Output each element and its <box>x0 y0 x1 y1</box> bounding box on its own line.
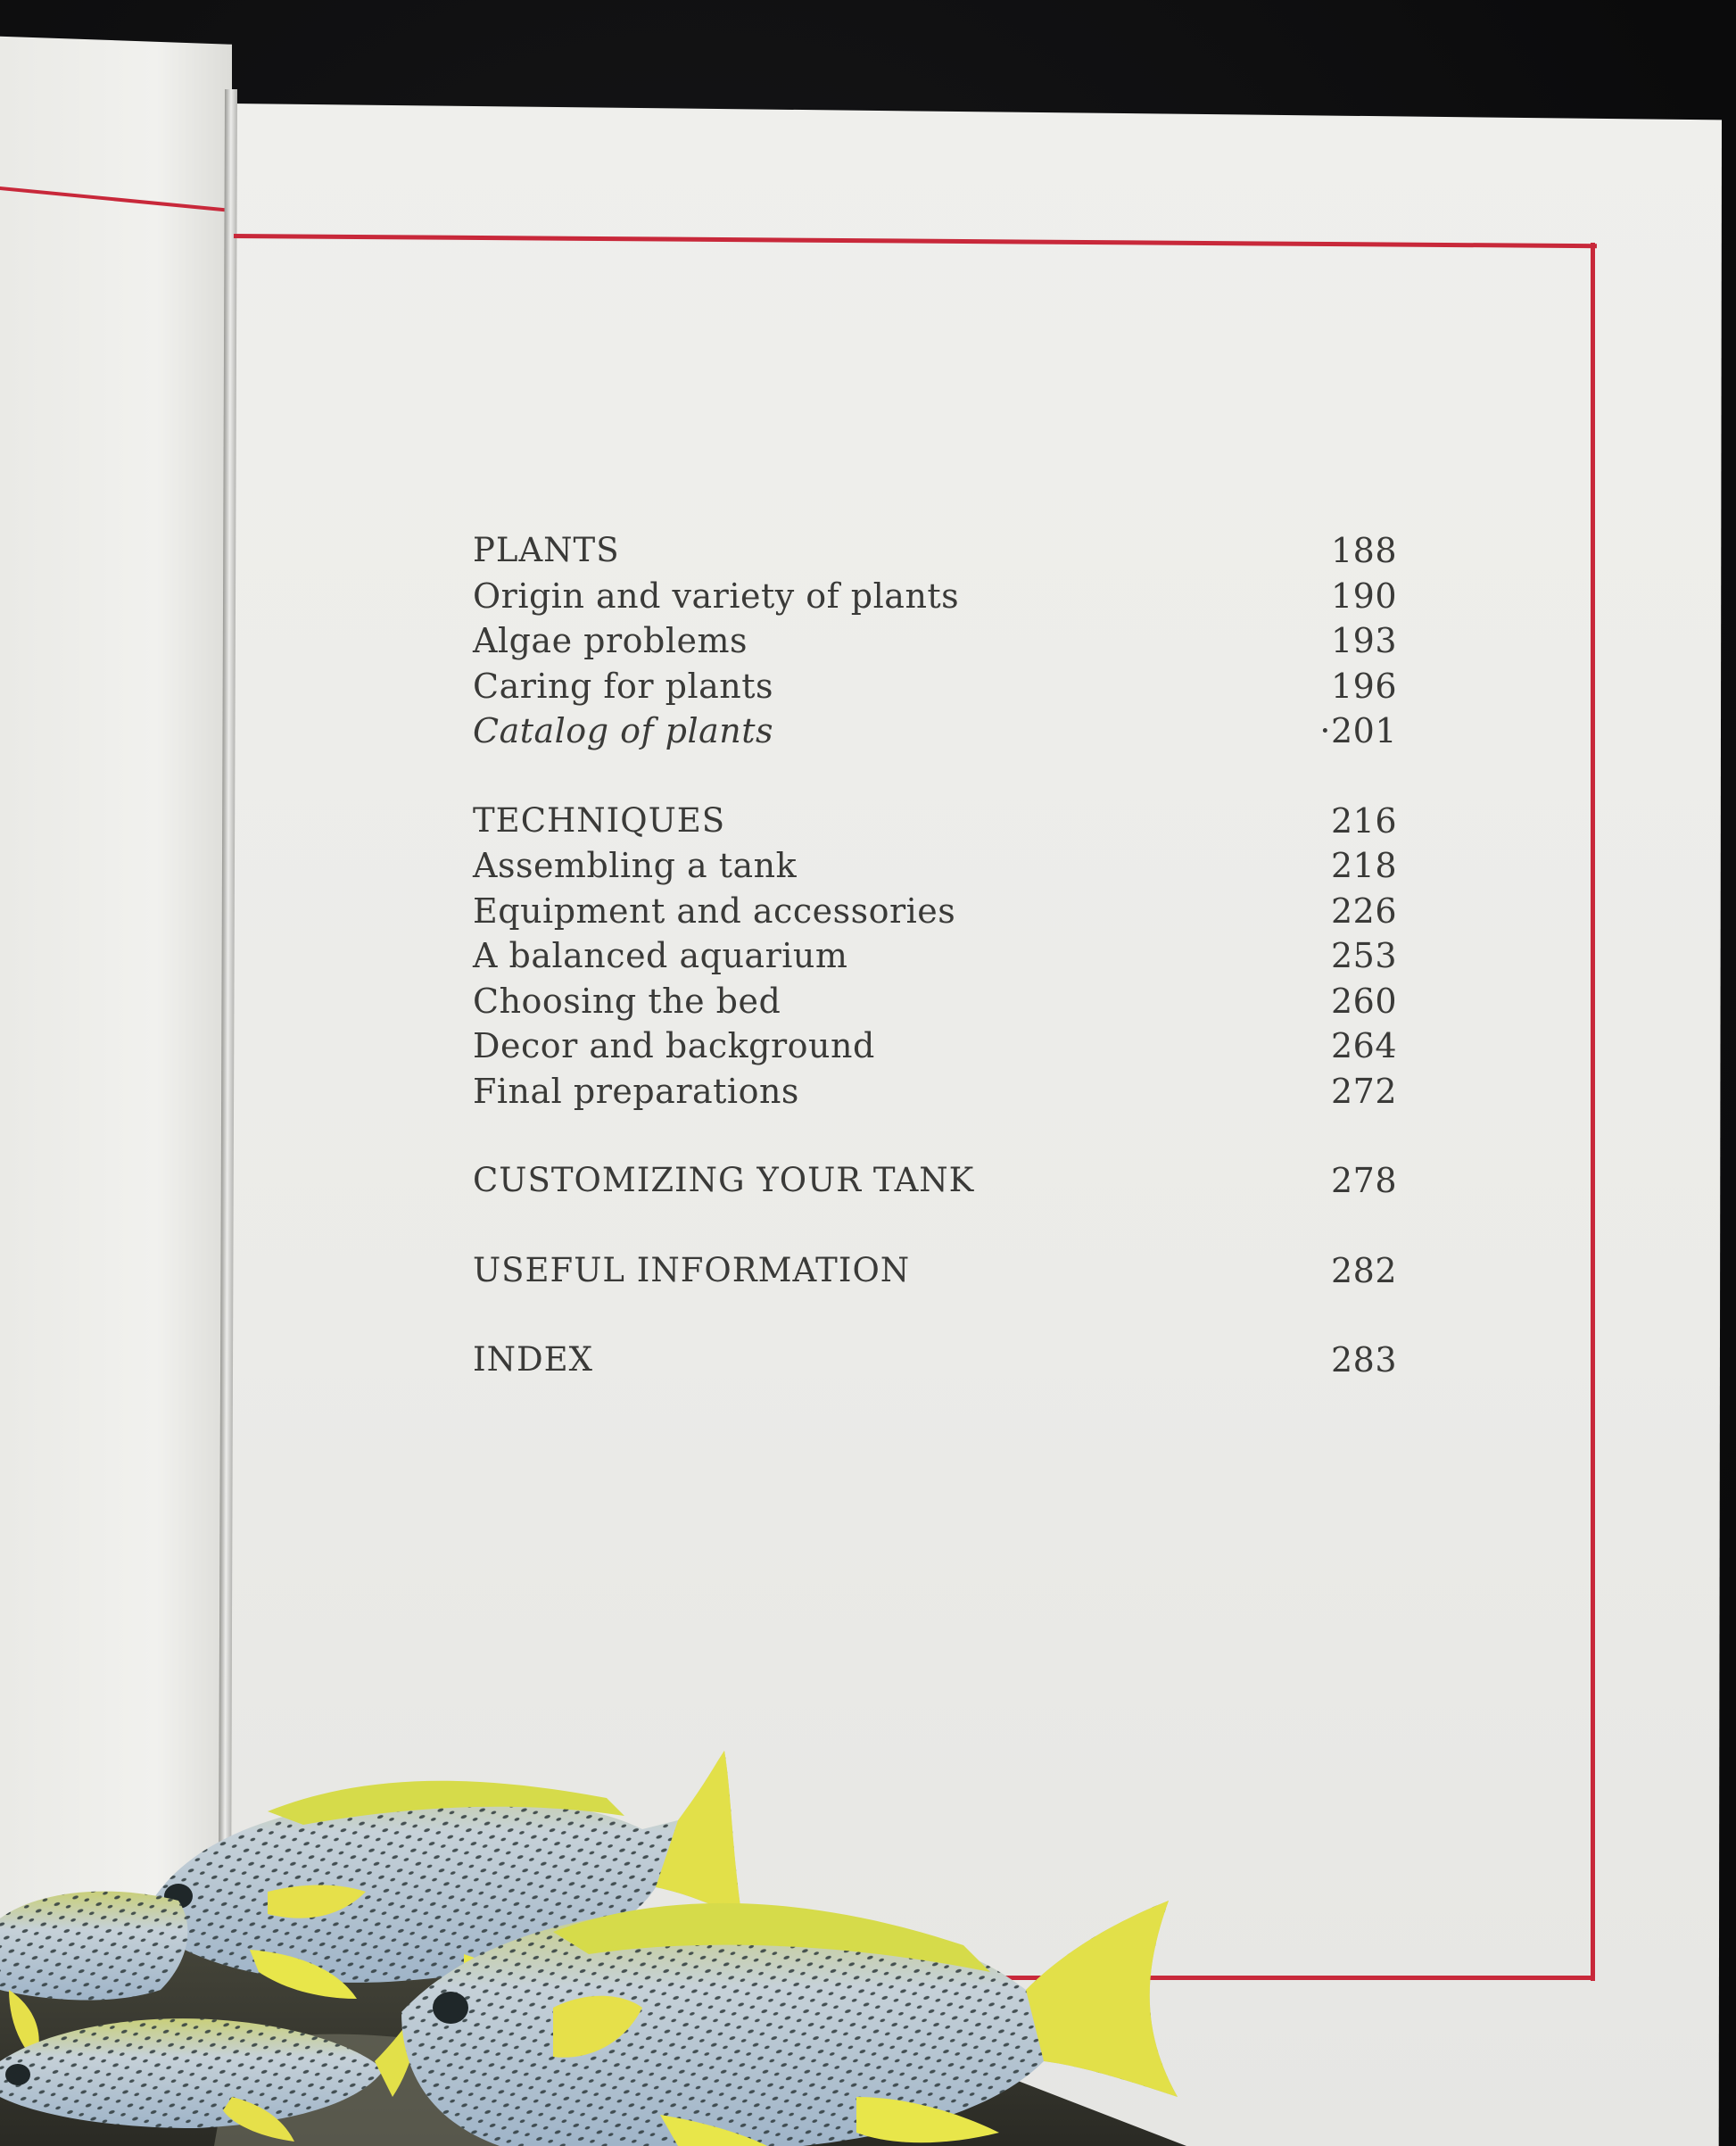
toc-section-index <box>473 1338 1397 1383</box>
section-title: TECHNIQUES <box>473 800 726 840</box>
entry-title: Assembling a tank <box>473 846 798 885</box>
entry-title: Origin and variety of plants <box>473 576 960 616</box>
toc-section-plants <box>473 528 1397 574</box>
section-spacer <box>473 1293 1397 1338</box>
entry-title: Final preparations <box>473 1071 799 1111</box>
entry-title: Algae problems <box>473 621 748 660</box>
page-number: 193 <box>1330 621 1397 660</box>
section-title: INDEX <box>473 1340 594 1379</box>
toc-entry <box>473 708 1397 754</box>
entry-title: Equipment and accessories <box>473 891 956 931</box>
page-number: 283 <box>1330 1340 1397 1380</box>
toc-entry <box>473 843 1397 889</box>
page-number: 216 <box>1330 800 1397 841</box>
section-spacer <box>473 754 1397 799</box>
entry-title: A balanced aquarium <box>473 936 848 975</box>
toc-section-techniques <box>473 799 1397 844</box>
page-number: 218 <box>1330 846 1397 885</box>
toc-entry <box>473 664 1397 709</box>
section-title: USEFUL INFORMATION <box>473 1250 911 1289</box>
toc-entry <box>473 933 1397 979</box>
page-number: ·201 <box>1319 711 1397 750</box>
toc-section-useful-information <box>473 1248 1397 1294</box>
page-number: 188 <box>1330 531 1397 570</box>
page-number: 278 <box>1330 1161 1397 1200</box>
page-number: 196 <box>1330 666 1397 706</box>
section-spacer <box>473 1204 1397 1248</box>
entry-title: Decor and background <box>473 1026 875 1065</box>
toc-entry <box>473 1069 1397 1114</box>
page-number: 190 <box>1330 576 1397 616</box>
toc-entry <box>473 889 1397 934</box>
toc-entry <box>473 618 1397 664</box>
toc-entry <box>473 1023 1397 1069</box>
section-spacer <box>473 1114 1397 1158</box>
toc-entry <box>473 574 1397 619</box>
fish-photo <box>0 1419 1736 2146</box>
page-number: 282 <box>1330 1250 1397 1290</box>
entry-title: Catalog of plants <box>473 711 773 750</box>
entry-title: Choosing the bed <box>473 981 781 1021</box>
page-number: 260 <box>1330 981 1397 1021</box>
toc-section-customizing <box>473 1158 1397 1204</box>
entry-title: Caring for plants <box>473 666 773 706</box>
section-title: PLANTS <box>473 531 620 569</box>
page-number: 264 <box>1330 1026 1397 1065</box>
page-number: 272 <box>1330 1071 1397 1111</box>
section-title: CUSTOMIZING YOUR TANK <box>473 1161 975 1199</box>
page-number: 226 <box>1330 891 1397 931</box>
page-number: 253 <box>1330 936 1397 975</box>
table-of-contents <box>473 528 1397 1383</box>
toc-entry <box>473 979 1397 1024</box>
